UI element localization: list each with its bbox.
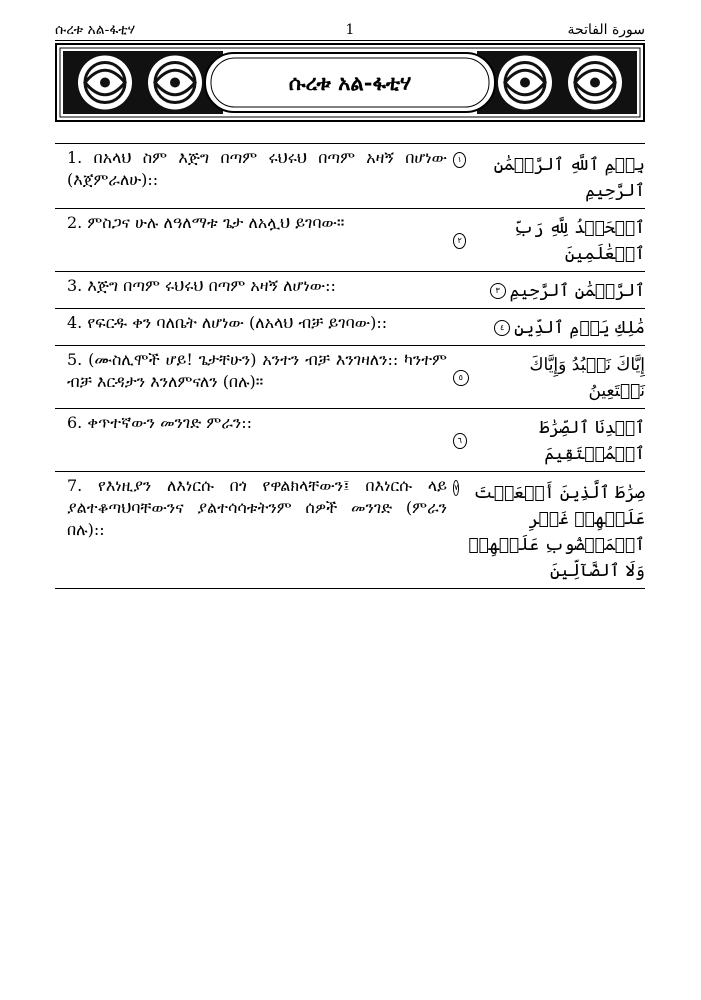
verse-arabic-text: بِسۡمِ ٱللَّهِ ٱلرَّحۡمَٰنِ ٱلرَّحِيمِ bbox=[493, 155, 645, 201]
verse-row bbox=[55, 472, 645, 589]
verse-number-mark: ٦ bbox=[453, 433, 467, 449]
verse-arabic bbox=[447, 309, 645, 345]
verse-row bbox=[55, 346, 645, 409]
verse-number-mark: ٧ bbox=[453, 480, 459, 496]
verse-number-mark: ٢ bbox=[453, 233, 466, 249]
verse-arabic-text: ٱلۡحَمۡدُ لِلَّهِ رَبِّ ٱلۡعَٰلَمِينَ bbox=[513, 218, 645, 264]
verse-translation: 7. የእነዚያን ለእነርሱ በጎ የዋልክላቸውን፤ በእነርሱ ላይ ያልተቆጣህባቸውንና ያልተሳሳቱትንም ሰዎች መንገድ (ምራን በሉ):: bbox=[67, 476, 447, 539]
verse-translation: 2. ምስጋና ሁሉ ለዓለማቱ ጌታ ለአሏህ ይገባው። bbox=[67, 213, 345, 232]
verse-number-mark: ١ bbox=[453, 152, 466, 168]
verse-row bbox=[55, 309, 645, 346]
verse-arabic bbox=[447, 472, 645, 588]
verse-arabic-text: مَٰلِكِ يَوۡمِ ٱلدِّينِ bbox=[514, 318, 645, 338]
verse-arabic-text: صِرَٰطَ ٱلَّذِينَ أَنۡعَمۡتَ عَلَيۡهِمۡ غَيۡرِ ٱلۡمَغۡضُوبِ عَلَيۡهِمۡ وَلَا ٱلضَّآلِّينَ bbox=[468, 483, 645, 581]
verse-number-mark: ٣ bbox=[490, 283, 506, 299]
header-surah-name-amharic: ሱረቱ አል-ፋቲሃ bbox=[55, 22, 136, 38]
page-number: 1 bbox=[345, 22, 355, 38]
verse-row bbox=[55, 272, 645, 309]
header-surah-name-arabic: سورة الفاتحة bbox=[567, 22, 645, 38]
verse-translation: 3. እጅግ በጣም ሩህሩህ በጣም አዛኝ ለሆነው:: bbox=[67, 276, 336, 295]
verse-arabic bbox=[447, 144, 645, 208]
verse-row bbox=[55, 144, 645, 209]
surah-title: ሱረቱ አል-ፋቲሃ bbox=[288, 69, 412, 95]
verse-translation: 4. የፍርዱ ቀን ባለቤት ለሆነው (ለአላህ ብቻ ይገባው):: bbox=[67, 313, 388, 332]
page-header bbox=[55, 22, 645, 42]
verse-arabic bbox=[447, 209, 645, 271]
verse-number-mark: ٥ bbox=[453, 370, 469, 386]
verse-table bbox=[55, 143, 645, 589]
surah-title-banner bbox=[55, 43, 645, 122]
verse-translation: 6. ቀጥተኛውን መንገድ ምራን:: bbox=[67, 413, 253, 432]
verse-number-mark: ٤ bbox=[494, 320, 510, 336]
verse-arabic bbox=[447, 346, 645, 408]
verse-translation: 1. በአላህ ስም እጅግ በጣም ሩህሩህ በጣም አዛኝ በሆነው (እጀምራለሁ):: bbox=[67, 148, 447, 189]
verse-arabic bbox=[447, 272, 645, 308]
verse-row bbox=[55, 209, 645, 272]
verse-row bbox=[55, 409, 645, 472]
verse-arabic-text: ٱلرَّحۡمَٰنِ ٱلرَّحِيمِ bbox=[509, 281, 645, 301]
verse-arabic-text: ٱهۡدِنَا ٱلصِّرَٰطَ ٱلۡمُسۡتَقِيمَ bbox=[539, 418, 645, 464]
verse-arabic bbox=[447, 409, 645, 471]
header-divider bbox=[55, 40, 645, 41]
verse-arabic-text: إِيَّاكَ نَعۡبُدُ وَإِيَّاكَ نَسۡتَعِينُ bbox=[529, 355, 645, 401]
verse-translation: 5. (ሙስሊሞች ሆይ! ጌታቸሁን) አንተን ብቻ እንገዛለን:: ካንተም ብቻ እርዳታን እንለምናለን (በሉ)። bbox=[67, 350, 447, 391]
